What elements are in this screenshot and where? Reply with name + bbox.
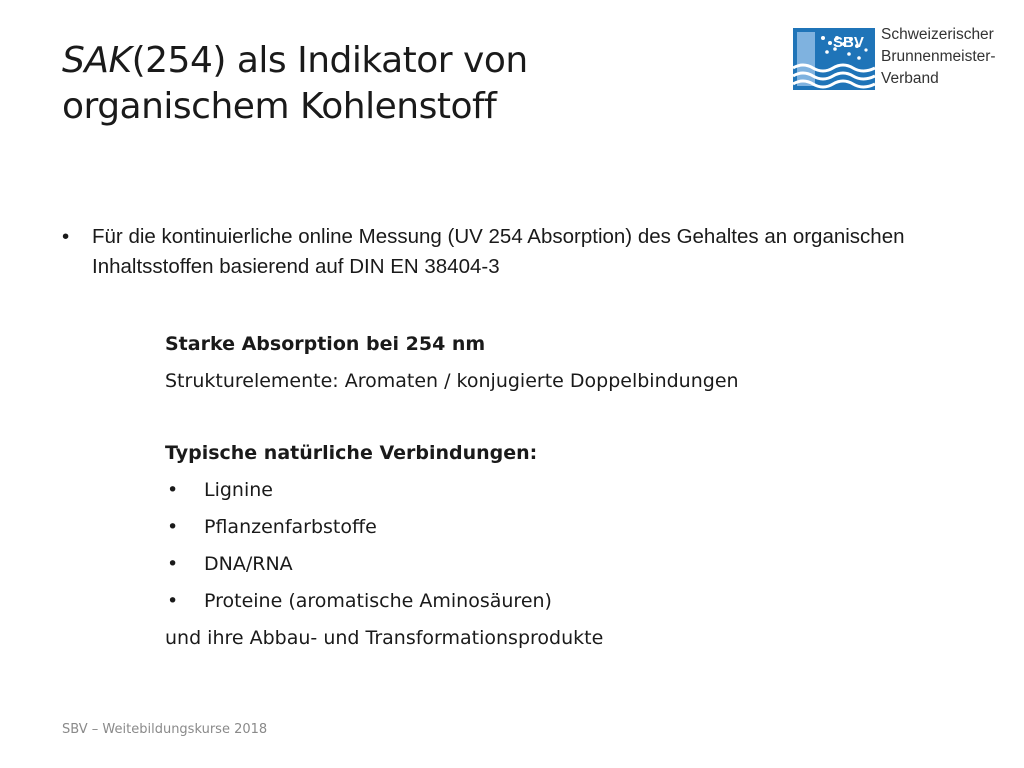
logo-line-2: Brunnenmeister- <box>881 48 996 65</box>
heading-absorption: Starke Absorption bei 254 nm <box>165 333 486 355</box>
logo-line-1: Schweizerischer <box>881 26 994 43</box>
title-rest: (254) als Indikator von organischem Kohlenstoff <box>62 40 528 127</box>
logo-line-3: Verband <box>881 70 939 87</box>
list-item <box>165 546 925 583</box>
body-content <box>165 326 925 657</box>
heading-compounds: Typische natürliche Verbindungen: <box>165 442 538 464</box>
list-item <box>165 509 925 546</box>
intro-text: Für die kontinuierliche online Messung (UV 254 Absorption) des Gehaltes an organischen Inhaltsstoffen basierend auf DIN EN 38404-3 <box>92 225 905 278</box>
sbv-logo-mark-icon <box>793 28 875 90</box>
bullet-icon: • <box>62 225 70 248</box>
slide-title <box>62 38 702 130</box>
list-item-label: Proteine (aromatische Aminosäuren) <box>204 590 552 612</box>
intro-bullet-item <box>62 222 942 282</box>
title-abbr: SAK <box>62 40 132 81</box>
footer-text: SBV – Weitebildungskurse 2018 <box>62 722 268 737</box>
list-item <box>165 472 925 509</box>
bullet-icon: • <box>167 516 179 538</box>
list-item-label: DNA/RNA <box>204 553 293 575</box>
list-item <box>165 583 925 620</box>
bullet-icon: • <box>167 590 179 612</box>
logo-abbr-text: SBV <box>833 34 864 51</box>
list-item-label: Lignine <box>204 479 273 501</box>
logo-wordmark <box>881 24 1011 90</box>
closing-text: und ihre Abbau- und Transformationsprodukte <box>165 627 604 649</box>
structure-elements-text: Strukturelemente: Aromaten / konjugierte Doppelbindungen <box>165 370 739 392</box>
list-item-label: Pflanzenfarbstoffe <box>204 516 377 538</box>
bullet-icon: • <box>167 479 179 501</box>
sbv-logo <box>793 24 1008 94</box>
bullet-icon: • <box>167 553 179 575</box>
